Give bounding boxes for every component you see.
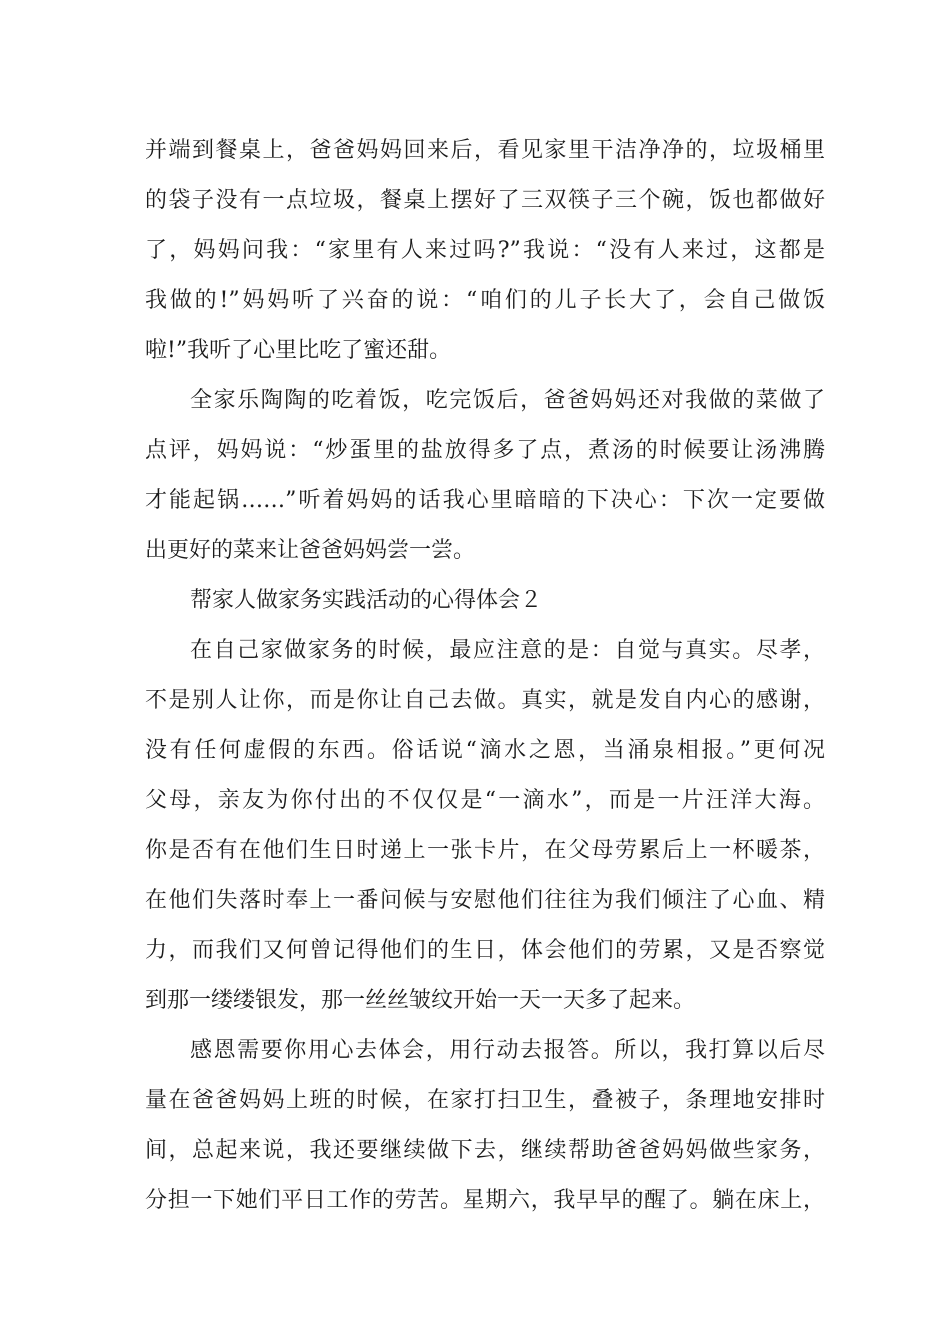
paragraph-1 bbox=[145, 126, 825, 376]
text-line: 到那一缕缕银发，那一丝丝皱纹开始一天一天多了起来。 bbox=[145, 988, 696, 1013]
paragraph-2 bbox=[145, 376, 825, 576]
text-line: 出更好的菜来让爸爸妈妈尝一尝。 bbox=[145, 538, 476, 563]
text-line: 没有任何虚假的东西。俗话说“滴水之恩，当涌泉相报。”更何况 bbox=[145, 738, 825, 763]
text-line: 不是别人让你，而是你让自己去做。真实，就是发自内心的感谢， bbox=[145, 688, 825, 713]
text-line: 了，妈妈问我：“家里有人来过吗?”我说：“没有人来过，这都是 bbox=[145, 238, 825, 263]
text-line: 量在爸爸妈妈上班的时候，在家打扫卫生，叠被子，条理地安排时 bbox=[145, 1088, 825, 1113]
text-line: 点评，妈妈说：“炒蛋里的盐放得多了点，煮汤的时候要让汤沸腾 bbox=[145, 438, 825, 463]
text-line: 在他们失落时奉上一番问候与安慰他们往往为我们倾注了心血、精 bbox=[145, 888, 825, 913]
paragraph-4 bbox=[145, 1026, 825, 1226]
text-line: 全家乐陶陶的吃着饭，吃完饭后，爸爸妈妈还对我做的菜做了 bbox=[190, 388, 825, 413]
heading-text: 帮家人做家务实践活动的心得体会２ bbox=[190, 588, 543, 613]
text-line: 父母，亲友为你付出的不仅仅是“一滴水”，而是一片汪洋大海。 bbox=[145, 788, 825, 813]
text-line: 在自己家做家务的时候，最应注意的是：自觉与真实。尽孝， bbox=[190, 638, 825, 663]
text-line: 间，总起来说，我还要继续做下去，继续帮助爸爸妈妈做些家务， bbox=[145, 1138, 825, 1163]
paragraph-3 bbox=[145, 626, 825, 1026]
text-line: 啦!”我听了心里比吃了蜜还甜。 bbox=[145, 338, 452, 363]
text-line: 并端到餐桌上，爸爸妈妈回来后，看见家里干洁净净的，垃圾桶里 bbox=[145, 138, 825, 163]
section-heading bbox=[145, 576, 825, 626]
text-line: 感恩需要你用心去体会，用行动去报答。所以，我打算以后尽 bbox=[190, 1038, 825, 1063]
document-body bbox=[145, 126, 825, 1226]
text-line: 我做的!”妈妈听了兴奋的说：“咱们的儿子长大了，会自己做饭 bbox=[145, 288, 825, 313]
text-line: 力，而我们又何曾记得他们的生日，体会他们的劳累，又是否察觉 bbox=[145, 938, 825, 963]
text-line: 才能起锅……”听着妈妈的话我心里暗暗的下决心：下次一定要做 bbox=[145, 488, 825, 513]
text-line: 分担一下她们平日工作的劳苦。星期六，我早早的醒了。躺在床上， bbox=[145, 1188, 825, 1213]
text-line: 的袋子没有一点垃圾，餐桌上摆好了三双筷子三个碗，饭也都做好 bbox=[145, 188, 825, 213]
text-line: 你是否有在他们生日时递上一张卡片，在父母劳累后上一杯暖茶， bbox=[145, 838, 825, 863]
